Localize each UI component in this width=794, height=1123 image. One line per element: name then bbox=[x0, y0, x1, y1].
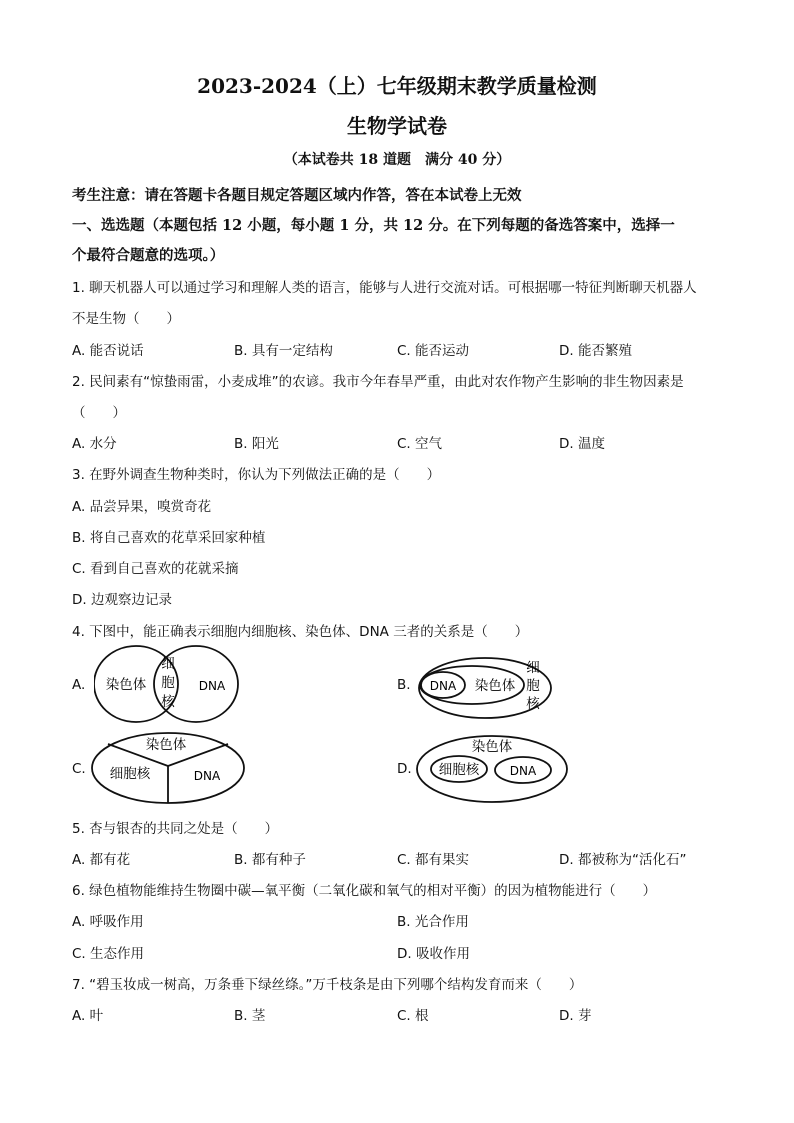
q5-option-b: B. 都有种子 bbox=[234, 852, 306, 868]
label-nucleus-3: 核 bbox=[161, 694, 175, 710]
label-dna: DNA bbox=[193, 769, 221, 783]
label-dna: DNA bbox=[509, 764, 537, 778]
label-nucleus: 细胞核 bbox=[109, 766, 151, 782]
label-nucleus-2: 胞 bbox=[526, 678, 540, 694]
label-dna: DNA bbox=[198, 679, 226, 693]
label-chromosome: 染色体 bbox=[105, 677, 147, 693]
q1-option-b: B. 具有一定结构 bbox=[234, 343, 333, 359]
q6-option-d: D. 吸收作用 bbox=[397, 946, 470, 962]
q4-diagram-a bbox=[94, 644, 244, 726]
q7-option-d: D. 芽 bbox=[559, 1008, 592, 1024]
q1-option-a: A. 能否说话 bbox=[72, 343, 144, 359]
q4-diagram-b bbox=[417, 656, 567, 722]
q4-option-a-label: A. bbox=[72, 677, 86, 693]
q5-option-d: D. 都被称为“活化石” bbox=[559, 852, 687, 868]
q1-option-d: D. 能否繁殖 bbox=[559, 343, 632, 359]
q4-option-d-label: D. bbox=[397, 761, 412, 777]
label-chromosome: 染色体 bbox=[474, 678, 516, 694]
notice: 考生注意：请在答题卡各题目规定答题区域内作答，答在本试卷上无效 bbox=[72, 187, 522, 204]
q2-option-d: D. 温度 bbox=[559, 436, 605, 452]
q2-option-b: B. 阳光 bbox=[234, 436, 279, 452]
question-6-text: 6. 绿色植物能维持生物圈中碳—氧平衡（二氧化碳和氧气的相对平衡）的因为植物能进行（ ） bbox=[72, 883, 657, 899]
exam-info: （本试卷共 18 道题 满分 40 分） bbox=[283, 152, 511, 168]
label-nucleus-1: 细 bbox=[526, 660, 540, 676]
label-nucleus-1: 细 bbox=[161, 656, 175, 672]
question-2-text: 2. 民间素有“惊蛰雨雷，小麦成堆”的农谚。我市今年春旱严重，由此对农作物产生影响的非生物因素是 bbox=[72, 374, 684, 390]
q5-option-a: A. 都有花 bbox=[72, 852, 131, 868]
q4-diagram-d bbox=[415, 733, 575, 805]
q1-option-c: C. 能否运动 bbox=[397, 343, 470, 359]
q7-option-c: C. 根 bbox=[397, 1008, 429, 1024]
label-chromosome: 染色体 bbox=[145, 737, 187, 753]
page-subtitle: 生物学试卷 bbox=[347, 114, 447, 138]
q7-option-a: A. 叶 bbox=[72, 1008, 104, 1024]
q4-option-c-label: C. bbox=[72, 761, 86, 777]
question-1-text: 1. 聊天机器人可以通过学习和理解人类的语言，能够与人进行交流对话。可根据哪一特征判断聊天机器人 bbox=[72, 280, 697, 296]
question-1-text-cont: 不是生物（ ） bbox=[72, 311, 180, 327]
q2-option-a: A. 水分 bbox=[72, 436, 117, 452]
q6-option-c: C. 生态作用 bbox=[72, 946, 145, 962]
q6-option-b: B. 光合作用 bbox=[397, 914, 469, 930]
label-nucleus-3: 核 bbox=[526, 696, 540, 712]
q4-option-b-label: B. bbox=[397, 677, 411, 693]
q2-option-c: C. 空气 bbox=[397, 436, 443, 452]
question-5-text: 5. 杏与银杏的共同之处是（ ） bbox=[72, 821, 279, 837]
question-4-text: 4. 下图中，能正确表示细胞内细胞核、染色体、DNA 三者的关系是（ ） bbox=[72, 624, 529, 640]
label-dna: DNA bbox=[429, 679, 457, 693]
question-3-text: 3. 在野外调查生物种类时，你认为下列做法正确的是（ ） bbox=[72, 467, 441, 483]
question-7-text: 7. “碧玉妆成一树高，万条垂下绿丝绦。”万千枝条是由下列哪个结构发育而来（ ） bbox=[72, 977, 583, 993]
page-title: 2023-2024（上）七年级期末教学质量检测 bbox=[197, 74, 597, 98]
q7-option-b: B. 茎 bbox=[234, 1008, 266, 1024]
question-2-text-cont: （ ） bbox=[72, 405, 126, 421]
q3-option-b: B. 将自己喜欢的花草采回家种植 bbox=[72, 530, 266, 546]
q3-option-d: D. 边观察边记录 bbox=[72, 592, 172, 608]
q6-option-a: A. 呼吸作用 bbox=[72, 914, 144, 930]
label-chromosome: 染色体 bbox=[471, 739, 513, 755]
q3-option-a: A. 品尝异果，嗅赏奇花 bbox=[72, 499, 212, 515]
q3-option-c: C. 看到自己喜欢的花就采摘 bbox=[72, 561, 239, 577]
section-heading-cont: 个最符合题意的选项。） bbox=[72, 247, 225, 264]
label-nucleus: 细胞核 bbox=[438, 762, 480, 778]
label-nucleus-2: 胞 bbox=[161, 675, 175, 691]
q5-option-c: C. 都有果实 bbox=[397, 852, 470, 868]
section-heading: 一、选选题（本题包括 12 小题，每小题 1 分，共 12 分。在下列每题的备选答案中，选择一 bbox=[72, 217, 675, 234]
q4-diagram-c bbox=[90, 730, 250, 808]
